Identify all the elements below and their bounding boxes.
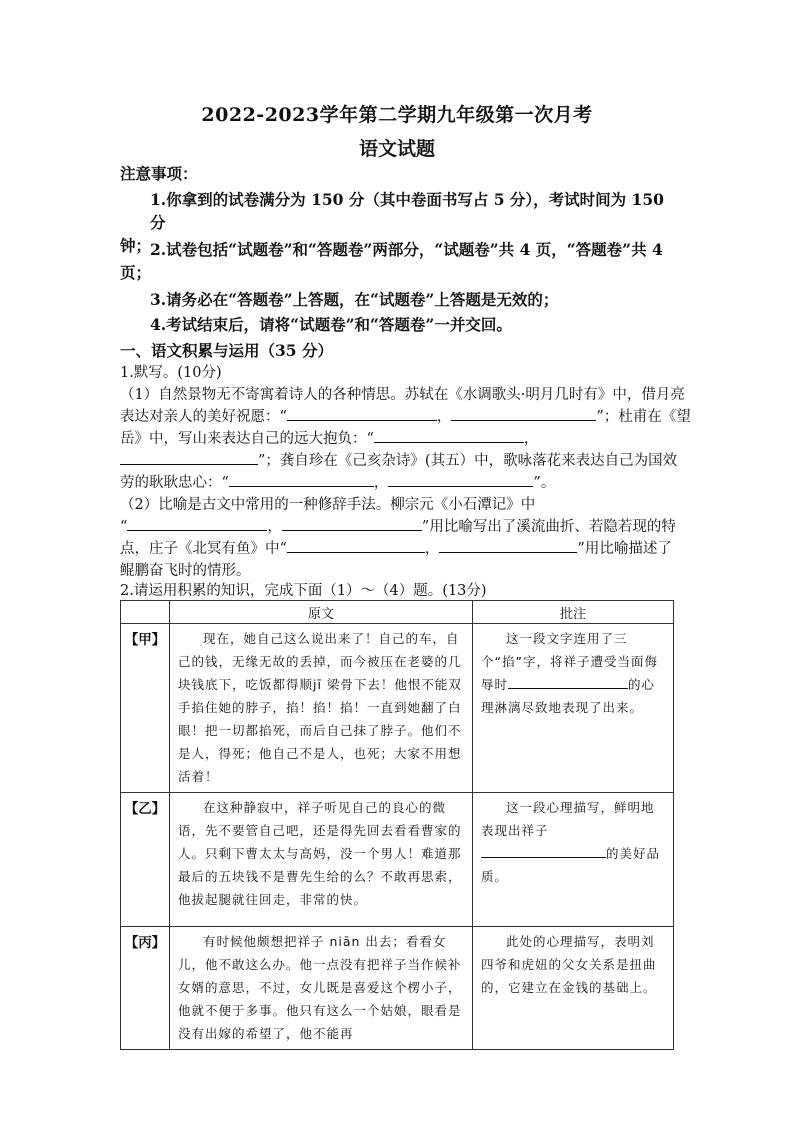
text-span: ”用比喻描述了 [577,541,672,557]
answer-blank[interactable] [439,538,577,553]
reading-table [120,600,674,1050]
notice-item-3 [120,288,680,311]
answer-blank[interactable] [481,844,606,858]
q2-stem: 2.请运用积累的知识，完成下面（1）～（4）题。(13分) [120,583,487,599]
table-row [121,624,674,793]
q1-part2-line4: 鲲鹏奋飞时的情形。 [120,563,251,579]
answer-blank[interactable] [120,450,258,465]
text-span: 点，庄子《北冥有鱼》中“ [120,541,287,557]
notice-item-1-line-a: 1.你拿到的试卷满分为 150 分（其中卷面书写占 5 分），考试时间为 150 分 [150,190,664,232]
table-header-comment: 批注 [473,601,674,624]
notice-item-3-text: 3.请务必在“答题卷”上答题，在“试题卷”上答题是无效的； [150,290,559,309]
q1-part1-line3 [120,428,680,450]
text-span: ， [436,409,452,425]
comment-text: 这一段心理描写，鲜明地表现出祥子 [481,800,655,838]
q1-part2-line2 [120,516,680,538]
table-header-row [121,601,674,624]
notice-item-2 [120,238,680,284]
answer-blank[interactable] [127,516,267,531]
answer-blank[interactable] [287,406,437,421]
notice-item-4 [120,313,680,336]
comment-text: 的心理淋漓尽致地表现了出来。 [481,677,656,715]
row-tag: 【乙】 [121,793,170,927]
notice-item-2-line-a: 2.试卷包括“试题卷”和“答题卷”两部分，“试题卷”共 4 页，“答题卷”共 4 [150,240,663,259]
text-span: ”。 [533,475,556,491]
text-span: ， [373,475,389,491]
table-row [121,927,674,1050]
text-span: ”；杜甫在《望 [596,409,691,425]
text-span: 劳的耿耿忠心：“ [120,475,229,491]
row-original-text: 现在，她自己这么说出来了！自己的车，自己的钱，无缘无故的丢掉，而今被压在老婆的几块钱底下，吃饭都得顺jī 梁骨下去！他恨不能双手掐住她的脖子，掐！掐！掐！一直到她翻了白眼！把一切都掐死，而后自己抹了脖子。他们不是人，得死；他自己不是人，也死；大家不用想活着！ [170,624,473,793]
table-row [121,793,674,927]
notice-heading: 注意事项： [120,164,198,183]
answer-blank[interactable] [229,472,374,487]
row-tag: 【甲】 [121,624,170,793]
q1-part1-line5 [120,472,680,494]
comment-text: 这一段文字连用了三个“掐”字，将祥子遭受当面侮辱时 [481,631,658,692]
table-header-original: 原文 [170,601,473,624]
section-heading: 一、语文积累与运用（35 分） [120,341,333,360]
q1-stem: 1.默写。(10分) [120,365,222,381]
text-span: 表达对亲人的美好祝愿：“ [120,409,287,425]
q1-part1-line2 [120,406,691,428]
notice-item-1-line-b: 钟； [120,236,152,255]
q1-part1-line4 [120,450,680,472]
notice-item-4-text: 4.考试结束后，请将“试题卷”和“答题卷”一并交回。 [150,315,512,334]
table-header-empty [121,601,170,624]
comment-text: 的美好品质。 [481,846,661,884]
row-comment [473,624,674,793]
q1-part2-line1: （2）比喻是古文中常用的一种修辞手法。柳宗元《小石潭记》中 [120,497,536,513]
exam-subtitle: 语文试题 [358,138,435,160]
row-original-text: 有时候他颇想把祥子 niān 出去；看看女儿，他不敢这么办。他一点没有把祥子当作候补女婿的意思，不过，女儿既是喜爱这个楞小子，他就不便于多事。他只有这么一个姑娘，眼看是没有出嫁的希望了，他不能再 [170,927,473,1050]
q1-part2-line3 [120,538,680,560]
q1-part1-line1: （1）自然景物无不寄寓着诗人的各种情思。苏轼在《水调歌头·明月几时有》中，借月亮 [120,387,685,403]
answer-blank[interactable] [287,538,425,553]
row-tag: 【丙】 [121,927,170,1050]
row-original-text: 在这种静寂中，祥子听见自己的良心的微语，先不要管自己吧，还是得先回去看看曹家的人。只剩下曹太太与高妈，没一个男人！难道那最后的五块钱不是曹先生给的么？不敢再思索，他拔起腿就往回走，非常的快。 [170,793,473,927]
text-span: “ [120,519,128,535]
text-span: ， [424,541,440,557]
text-span: 岳》中，写山来表达自己的远大抱负：“ [120,431,374,447]
text-span: ， [267,519,282,535]
exam-title: 2022-2023学年第二学期九年级第一次月考 [201,104,593,126]
answer-blank[interactable] [282,516,422,531]
answer-blank[interactable] [388,472,533,487]
row-comment: 此处的心理描写，表明刘四爷和虎妞的父女关系是扭曲的，它建立在金钱的基础上。 [473,927,674,1050]
notice-item-2-line-b: 页； [120,263,152,282]
text-span: ， [523,431,539,447]
text-span: ”用比喻写出了溪流曲折、若隐若现的特 [421,519,676,535]
answer-blank[interactable] [508,675,628,689]
answer-blank[interactable] [451,406,596,421]
row-comment [473,793,674,927]
answer-blank[interactable] [374,428,524,443]
text-span: ”；龚自珍在《己亥杂诗》(其五）中，歌咏落花来表达自己为国效 [258,453,678,469]
